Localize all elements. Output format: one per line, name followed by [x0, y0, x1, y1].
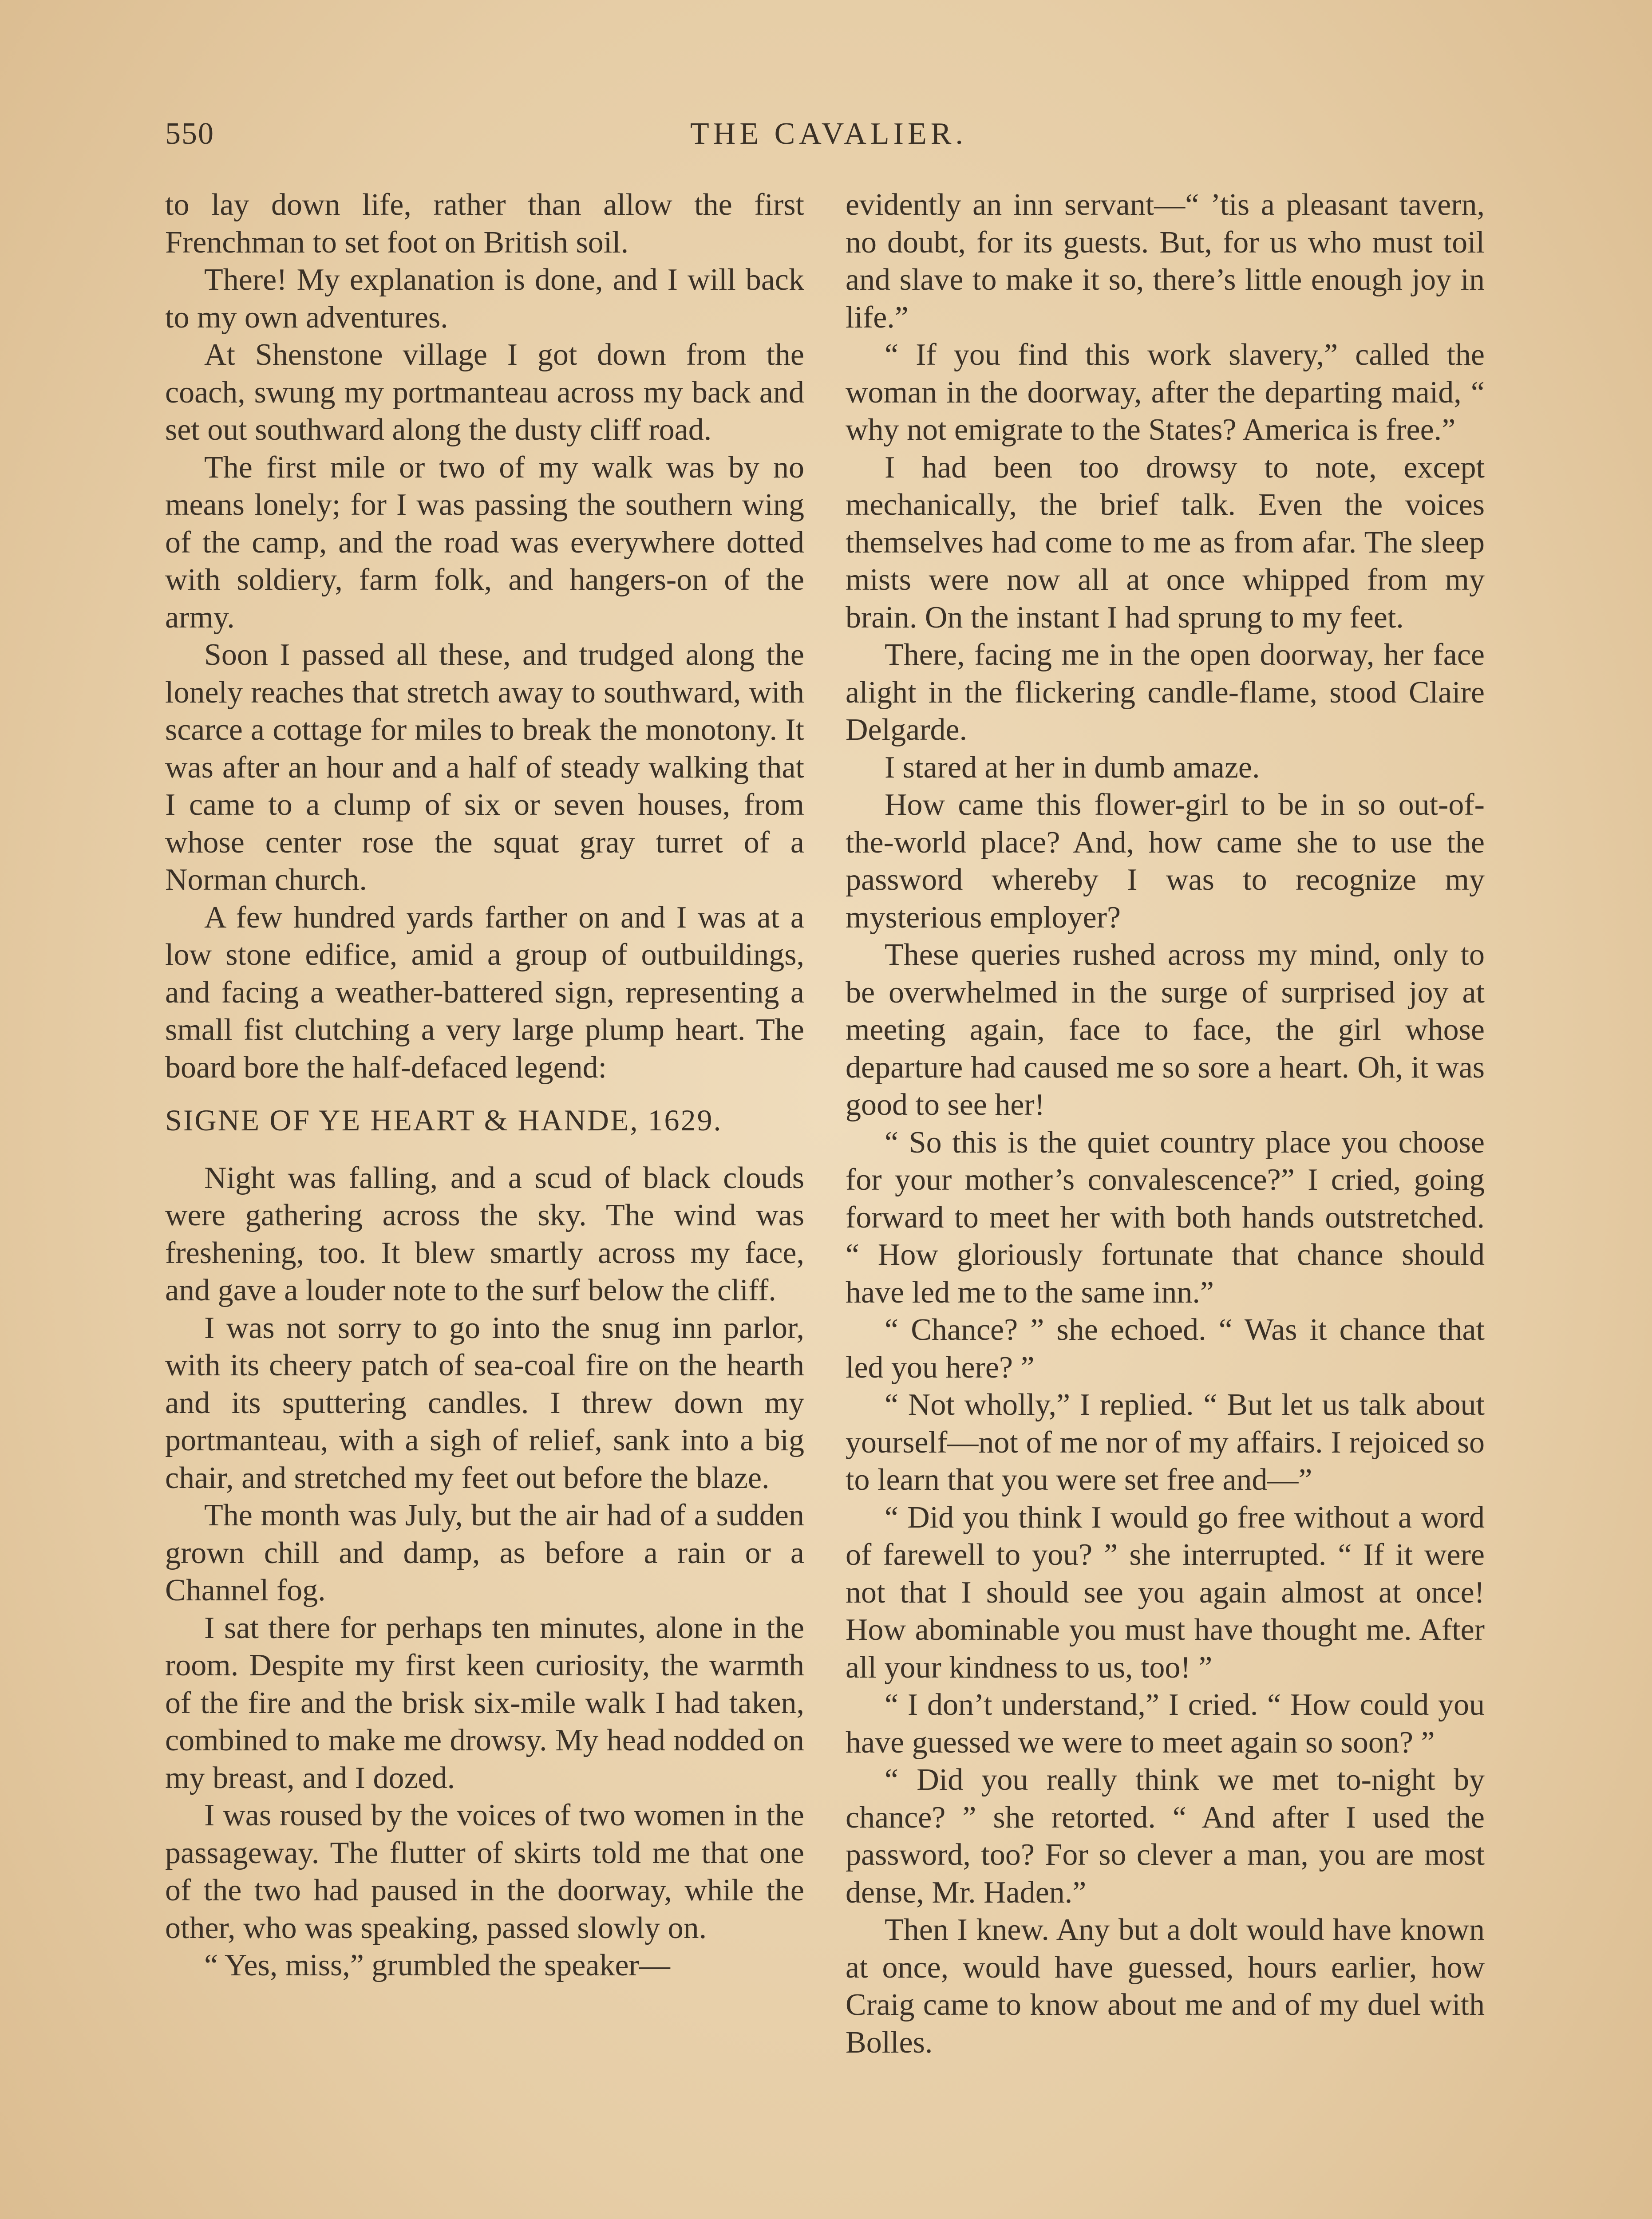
page-number: 550: [165, 117, 214, 151]
paragraph: I was not sorry to go into the snug inn parlor, with its cheery patch of sea-coal fire on the hearth and its sputtering candles. I threw down my portmanteau, with a sigh of relief, sank into a big chair, and stretched my feet out before the blaze.: [165, 1311, 804, 1495]
paragraph: At Shenstone village I got down from the coach, swung my portmanteau across my back and set out southward along the dusty cliff road.: [165, 338, 804, 447]
paragraph: There! My explanation is done, and I will back to my own adventures.: [165, 263, 804, 335]
paragraph: to lay down life, rather than allow the first Frenchman to set foot on British soil.: [165, 188, 804, 260]
paragraph: Then I knew. Any but a dolt would have known at once, would have guessed, hours earlier, how Craig came to know about me and of my duel with Bolles.: [846, 1913, 1485, 2060]
paragraph: “ Not wholly,” I replied. “ But let us talk about yourself—not of me nor of my affairs. I rejoiced so to learn that you were set free and—”: [846, 1388, 1485, 1497]
paragraph: I was roused by the voices of two women in the passageway. The flutter of skirts told me that one of the two had paused in the doorway, while the other, who was speaking, passed slowly on.: [165, 1798, 804, 1945]
running-title: THE CAVALIER.: [690, 117, 967, 151]
page-header: [165, 116, 1492, 165]
paragraph: evidently an inn servant—“ ’tis a pleasant tavern, no doubt, for its guests. But, for us who must toil and slave to make it so, there’s little enough joy in life.”: [846, 188, 1485, 335]
paragraph: “ Chance? ” she echoed. “ Was it chance that led you here? ”: [846, 1313, 1485, 1385]
left-column: [165, 186, 804, 1985]
inn-sign-legend: SIGNE OF YE HEART & HANDE, 1629.: [165, 1103, 723, 1137]
paragraph: “ Did you think I would go free without a word of farewell to you? ” she interrupted. “ If it were not that I should see you again almost at once! How abominable you must have thought me. After all your kindness to us, too! ”: [846, 1500, 1485, 1685]
paragraph: Night was falling, and a scud of black clouds were gathering across the sky. The wind was freshening, too. It blew smartly across my face, and gave a louder note to the surf below the cliff.: [165, 1161, 804, 1307]
paragraph: How came this flower-girl to be in so out-of-the-world place? And, how came she to use the password whereby I was to recognize my mysterious employer?: [846, 788, 1485, 935]
paragraph: “ If you find this work slavery,” called the woman in the doorway, after the departing maid, “ why not emigrate to the States? America is free.”: [846, 338, 1485, 447]
paragraph: “ Did you really think we met to-night by chance? ” she retorted. “ And after I used the password, too? For so clever a man, you are most dense, Mr. Haden.”: [846, 1763, 1485, 1910]
right-column: [846, 186, 1485, 2061]
paragraph: I stared at her in dumb amaze.: [885, 750, 1260, 785]
paragraph: The month was July, but the air had of a sudden grown chill and damp, as before a rain or a Channel fog.: [165, 1498, 804, 1607]
paragraph: “ Yes, miss,” grumbled the speaker—: [204, 1948, 670, 1982]
paragraph: There, facing me in the open doorway, her face alight in the flickering candle-flame, stood Claire Delgarde.: [846, 638, 1485, 747]
paragraph: The first mile or two of my walk was by no means lonely; for I was passing the southern wing of the camp, and the road was everywhere dotted with soldiery, farm folk, and hangers-on of the army.: [165, 450, 804, 635]
paragraph: I had been too drowsy to note, except mechanically, the brief talk. Even the voices themselves had come to me as from afar. The sleep mists were now all at once whipped from my brain. On the instant I had sprung to my feet.: [846, 450, 1485, 635]
paragraph: Soon I passed all these, and trudged along the lonely reaches that stretch away to southward, with scarce a cottage for miles to break the monotony. It was after an hour and a half of steady walking that I came to a clump of six or seven houses, from whose center rose the squat gray turret of a Norman church.: [165, 638, 804, 897]
paragraph: I sat there for perhaps ten minutes, alone in the room. Despite my first keen curiosity, the warmth of the fire and the brisk six-mile walk I had taken, combined to make me drowsy. My head nodded on my breast, and I dozed.: [165, 1611, 804, 1795]
paragraph: “ I don’t understand,” I cried. “ How could you have guessed we were to meet again so soon? ”: [846, 1688, 1485, 1760]
paragraph: “ So this is the quiet country place you choose for your mother’s convalescence?” I cried, going forward to meet her with both hands outstretched. “ How gloriously fortunate that chance should have led me to the same inn.”: [846, 1125, 1485, 1310]
paragraph: A few hundred yards farther on and I was at a low stone edifice, amid a group of outbuildings, and facing a weather-battered sign, representing a small fist clutching a very large plump heart. The board bore the half-defaced legend:: [165, 900, 804, 1085]
paragraph: These queries rushed across my mind, only to be overwhelmed in the surge of surprised joy at meeting again, face to face, the girl whose departure had caused me so sore a heart. Oh, it was good to see her!: [846, 938, 1485, 1122]
